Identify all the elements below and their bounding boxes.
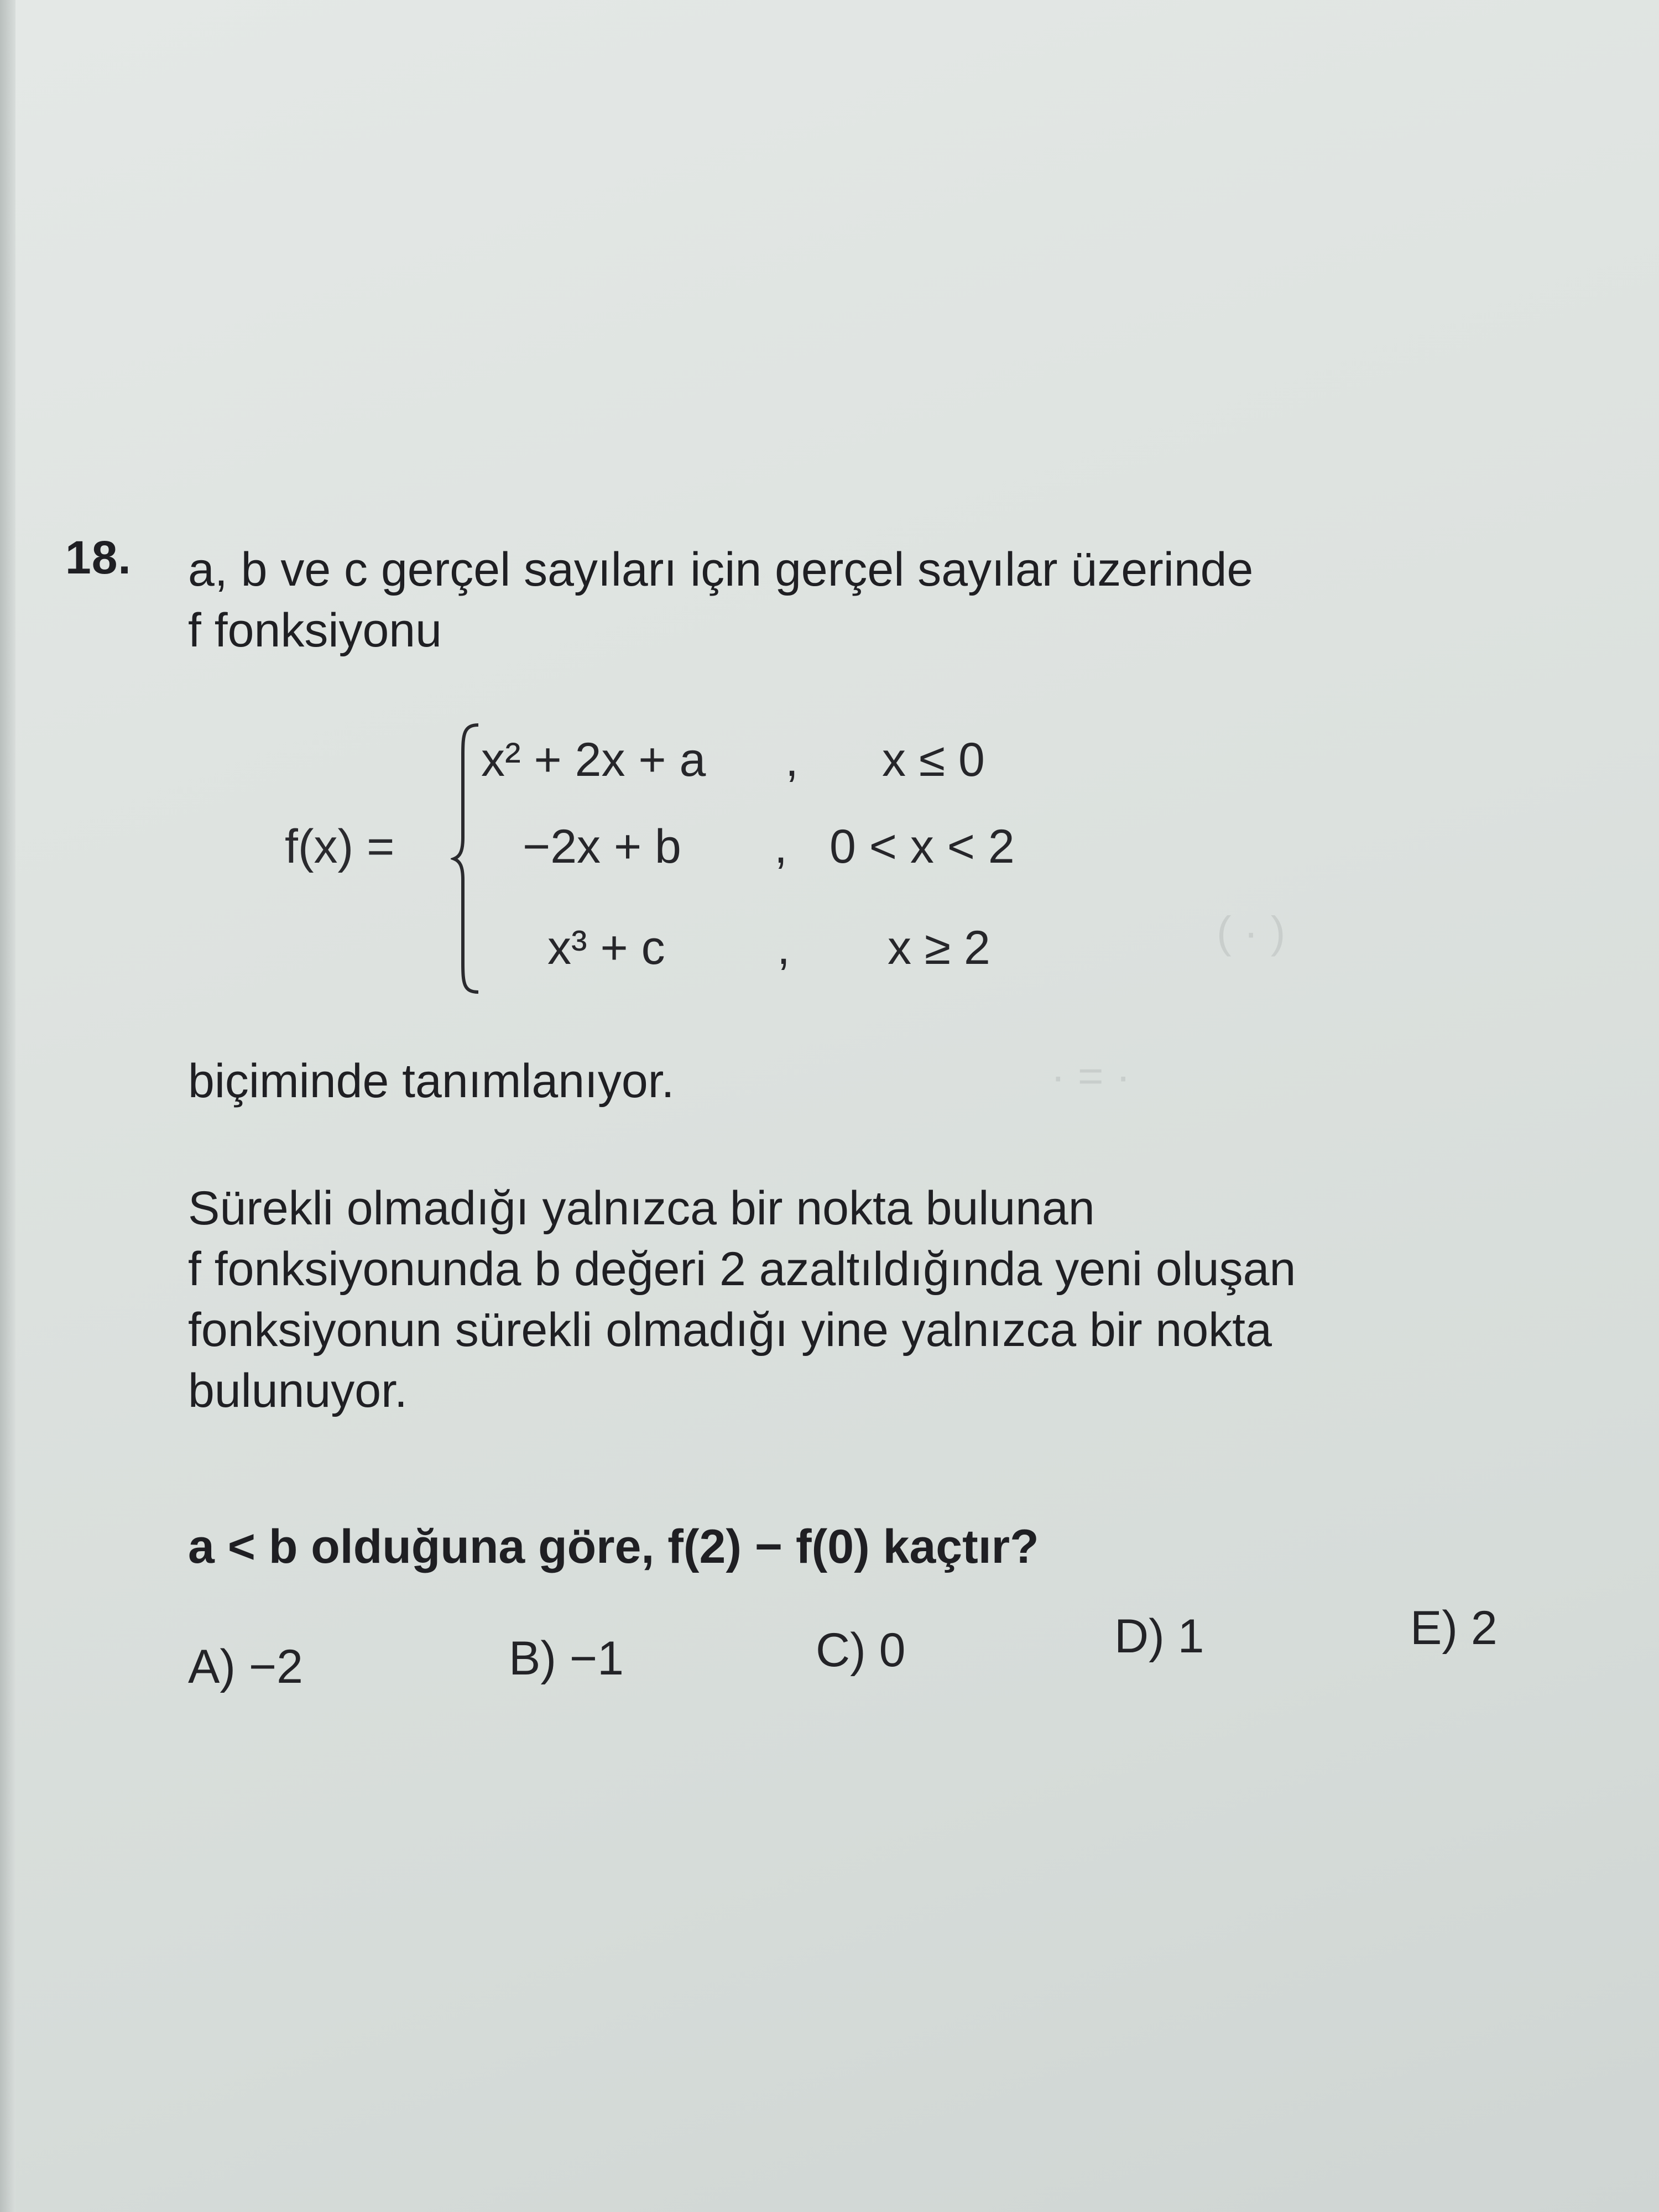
choice-e[interactable]: E) 2 bbox=[1410, 1601, 1498, 1655]
piece-expression: x² + 2x + a bbox=[481, 733, 706, 786]
bleed-through-mark: · = · bbox=[1051, 1051, 1131, 1100]
condition-paragraph bbox=[188, 1178, 1296, 1421]
left-brace bbox=[451, 722, 484, 995]
condition-line: f fonksiyonunda b değeri 2 azaltıldığında yeni oluşan bbox=[188, 1243, 1296, 1296]
piece-expression: −2x + b bbox=[523, 820, 681, 873]
choice-b[interactable]: B) −1 bbox=[509, 1632, 624, 1685]
condition-line: bulunuyor. bbox=[188, 1364, 408, 1417]
piece-domain: 0 < x < 2 bbox=[830, 820, 1015, 873]
question-stem bbox=[188, 539, 1253, 661]
stem-line: a, b ve c gerçel sayıları için gerçel sayılar üzerinde bbox=[188, 543, 1254, 596]
piece-separator: , bbox=[785, 733, 799, 786]
bleed-through-mark: ( · ) bbox=[1217, 907, 1286, 957]
condition-line: Sürekli olmadığı yalnızca bir nokta bulunan bbox=[188, 1182, 1095, 1235]
piece-domain: x ≥ 2 bbox=[888, 921, 990, 974]
piece-expression: x³ + c bbox=[547, 921, 665, 974]
condition-line: fonksiyonun sürekli olmadığı yine yalnızca bir nokta bbox=[188, 1303, 1272, 1357]
piece-separator: , bbox=[774, 820, 787, 873]
choice-c[interactable]: C) 0 bbox=[816, 1624, 906, 1677]
definition-tail: biçiminde tanımlanıyor. bbox=[188, 1055, 675, 1108]
choice-d[interactable]: D) 1 bbox=[1114, 1610, 1204, 1663]
question-number: 18. bbox=[65, 531, 132, 583]
paper-edge bbox=[0, 0, 15, 2212]
piece-domain: x ≤ 0 bbox=[882, 733, 985, 786]
choice-a[interactable]: A) −2 bbox=[188, 1640, 303, 1693]
question-prompt: a < b olduğuna göre, f(2) − f(0) kaçtır? bbox=[188, 1520, 1039, 1573]
stem-line: f fonksiyonu bbox=[188, 604, 442, 657]
function-label: f(x) = bbox=[285, 820, 395, 873]
piece-separator: , bbox=[777, 921, 790, 974]
